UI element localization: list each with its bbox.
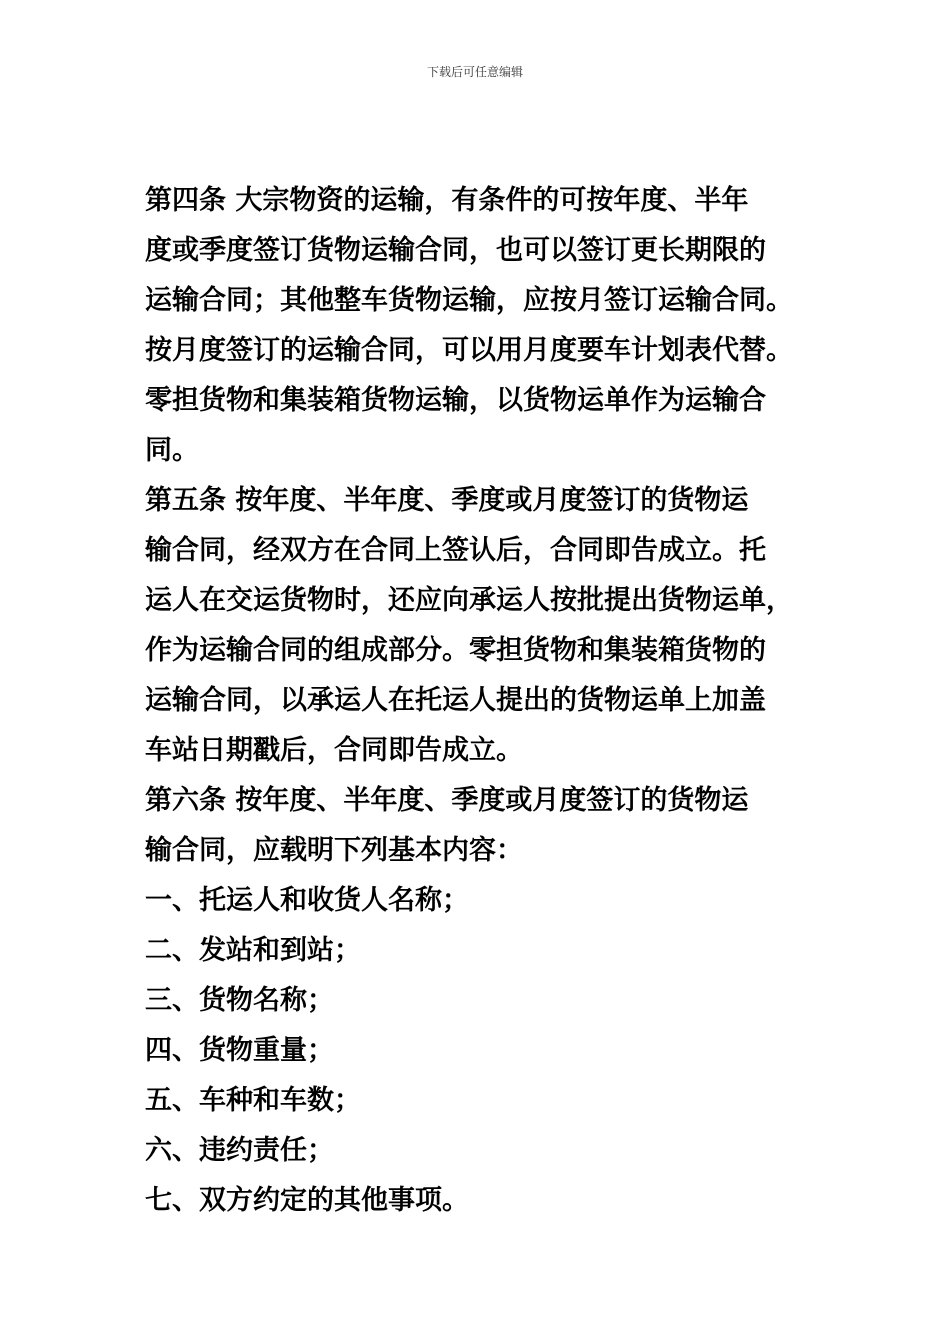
article-5-line-5: 运输合同，以承运人在托运人提出的货物运单上加盖	[145, 685, 766, 716]
article-5-line-6: 车站日期戳后，合同即告成立。	[145, 735, 523, 766]
article-4-line-6: 同。	[145, 435, 199, 466]
list-item-4: 四、货物重量；	[145, 1035, 334, 1066]
list-item-7: 七、双方约定的其他事项。	[145, 1185, 469, 1216]
list-item-3: 三、货物名称；	[145, 985, 334, 1016]
article-5-line-1: 第五条 按年度、半年度、季度或月度签订的货物运	[145, 485, 749, 516]
article-6-line-1: 第六条 按年度、半年度、季度或月度签订的货物运	[145, 785, 749, 816]
article-6-line-2: 输合同，应载明下列基本内容：	[145, 835, 523, 866]
list-item-5: 五、车种和车数；	[145, 1085, 361, 1116]
document-body	[145, 176, 835, 1226]
article-4-line-2: 度或季度签订货物运输合同，也可以签订更长期限的	[145, 235, 766, 266]
page-header: 下载后可任意编辑	[426, 65, 523, 79]
list-item-6: 六、违约责任；	[145, 1135, 334, 1166]
article-4-line-1: 第四条 大宗物资的运输，有条件的可按年度、半年	[145, 185, 749, 216]
article-5-line-4: 作为运输合同的组成部分。零担货物和集装箱货物的	[145, 635, 766, 666]
list-item-1: 一、托运人和收货人名称；	[145, 885, 469, 916]
article-4-line-4: 按月度签订的运输合同，可以用月度要车计划表代替。	[145, 335, 793, 366]
article-4-line-5: 零担货物和集装箱货物运输，以货物运单作为运输合	[145, 385, 766, 416]
article-5-line-3: 运人在交运货物时，还应向承运人按批提出货物运单，	[145, 585, 793, 616]
list-item-2: 二、发站和到站；	[145, 935, 361, 966]
article-4-line-3: 运输合同；其他整车货物运输，应按月签订运输合同。	[145, 285, 793, 316]
article-5-line-2: 输合同，经双方在合同上签认后，合同即告成立。托	[145, 535, 766, 566]
